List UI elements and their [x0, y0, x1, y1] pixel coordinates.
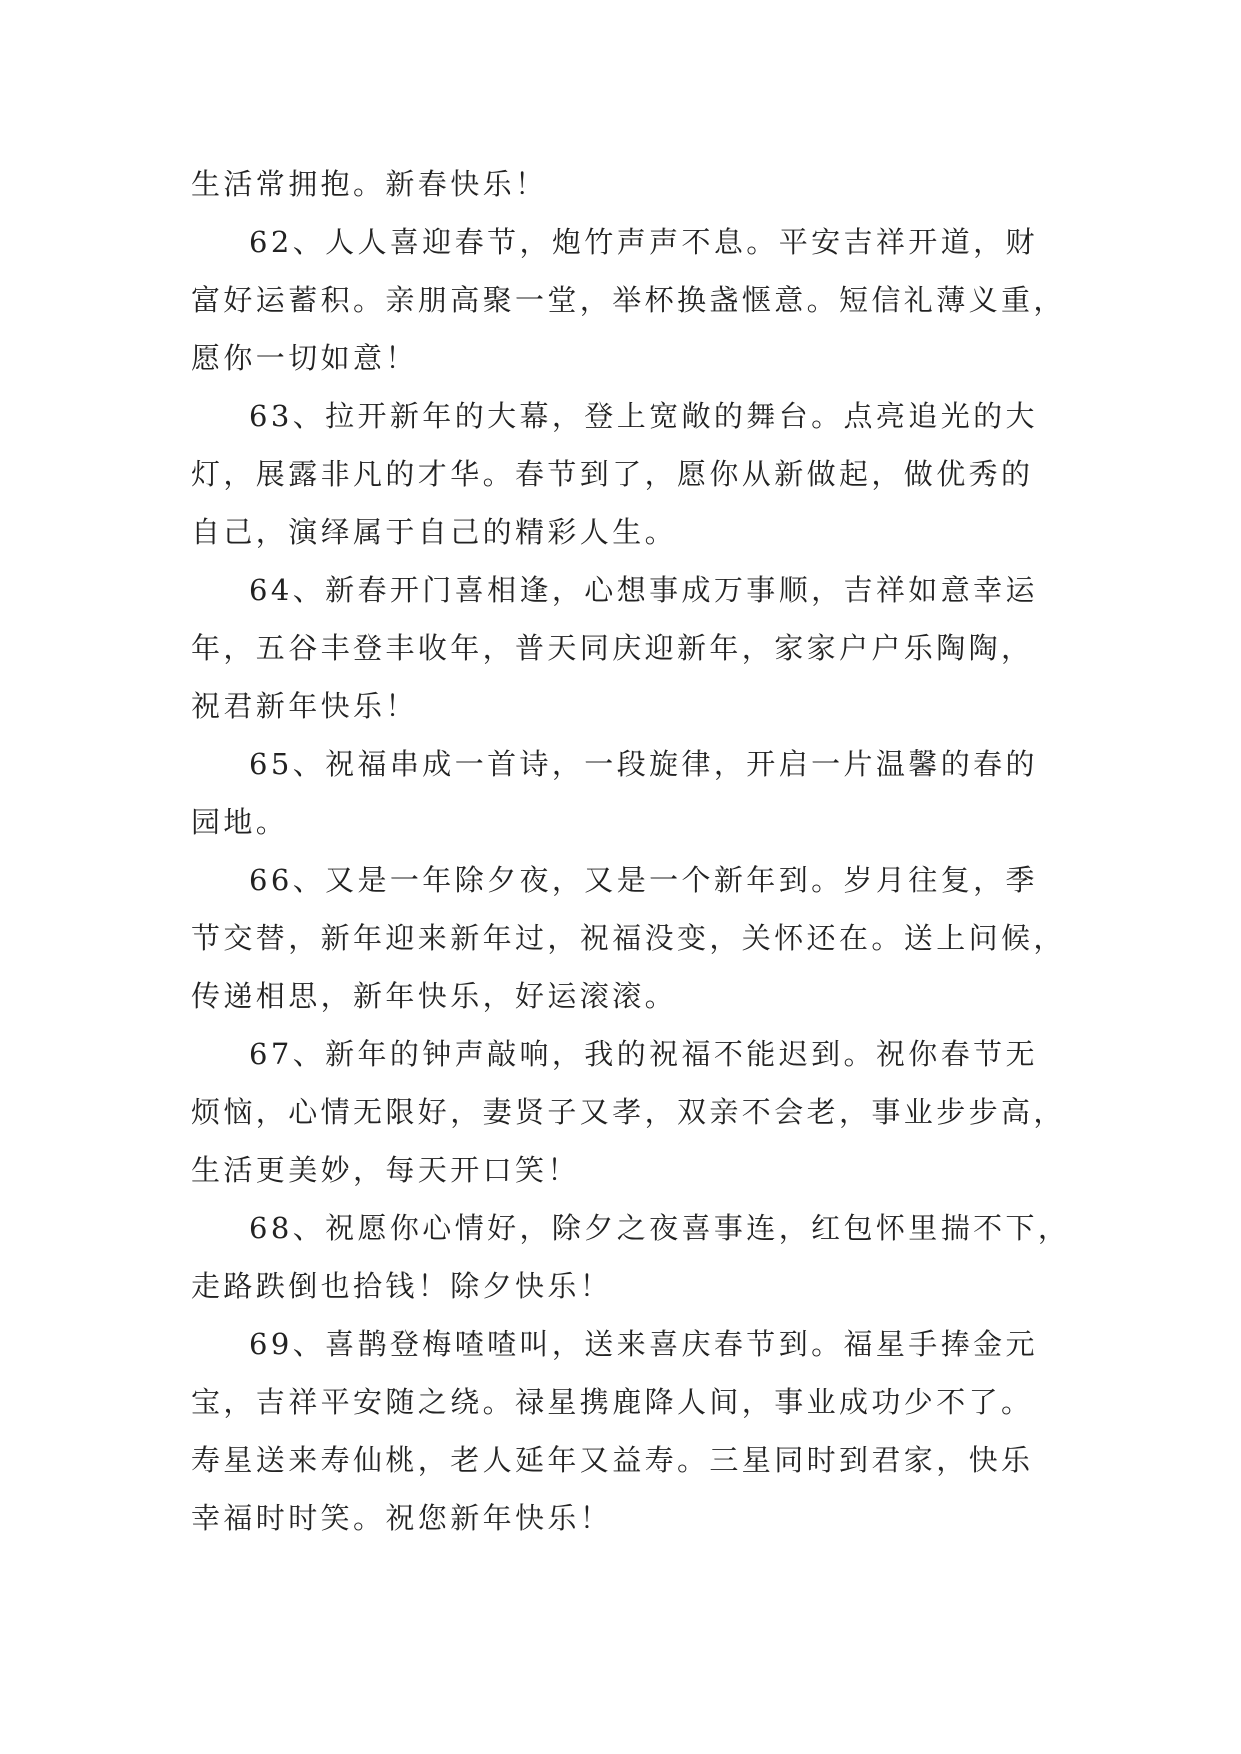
text-line: 69、喜鹊登梅喳喳叫，送来喜庆春节到。福星手捧金元	[249, 1327, 1038, 1361]
text-line: 灯，展露非凡的才华。春节到了，愿你从新做起，做优秀的	[191, 457, 1034, 491]
text-line: 自己，演绎属于自己的精彩人生。	[191, 515, 678, 549]
text-line: 愿你一切如意！	[191, 341, 418, 375]
text-line: 幸福时时笑。祝您新年快乐！	[191, 1501, 613, 1535]
text-line: 66、又是一年除夕夜，又是一个新年到。岁月往复，季	[249, 863, 1038, 897]
text-line: 烦恼，心情无限好，妻贤子又孝，双亲不会老，事业步步高，	[191, 1095, 1066, 1129]
text-line: 62、人人喜迎春节，炮竹声声不息。平安吉祥开道，财	[249, 225, 1038, 259]
text-line: 67、新年的钟声敲响，我的祝福不能迟到。祝你春节无	[249, 1037, 1038, 1071]
text-line: 年，五谷丰登丰收年，普天同庆迎新年，家家户户乐陶陶，	[191, 631, 1034, 665]
text-line: 64、新春开门喜相逢，心想事成万事顺，吉祥如意幸运	[249, 573, 1038, 607]
text-line: 园地。	[191, 805, 289, 839]
text-line: 生活常拥抱。新春快乐！	[191, 167, 548, 201]
text-line: 节交替，新年迎来新年过，祝福没变，关怀还在。送上问候，	[191, 921, 1066, 955]
text-line: 富好运蓄积。亲朋高聚一堂，举杯换盏惬意。短信礼薄义重，	[191, 283, 1066, 317]
text-line: 宝，吉祥平安随之绕。禄星携鹿降人间，事业成功少不了。	[191, 1385, 1034, 1419]
document-body	[191, 155, 1071, 1547]
text-line: 65、祝福串成一首诗，一段旋律，开启一片温馨的春的	[249, 747, 1038, 781]
text-line: 63、拉开新年的大幕，登上宽敞的舞台。点亮追光的大	[249, 399, 1038, 433]
text-line: 祝君新年快乐！	[191, 689, 418, 723]
text-line: 寿星送来寿仙桃，老人延年又益寿。三星同时到君家，快乐	[191, 1443, 1034, 1477]
text-line: 68、祝愿你心情好，除夕之夜喜事连，红包怀里揣不下，	[249, 1211, 1071, 1245]
text-line: 传递相思，新年快乐，好运滚滚。	[191, 979, 678, 1013]
text-line: 生活更美妙，每天开口笑！	[191, 1153, 580, 1187]
text-line: 走路跌倒也拾钱！除夕快乐！	[191, 1269, 613, 1303]
